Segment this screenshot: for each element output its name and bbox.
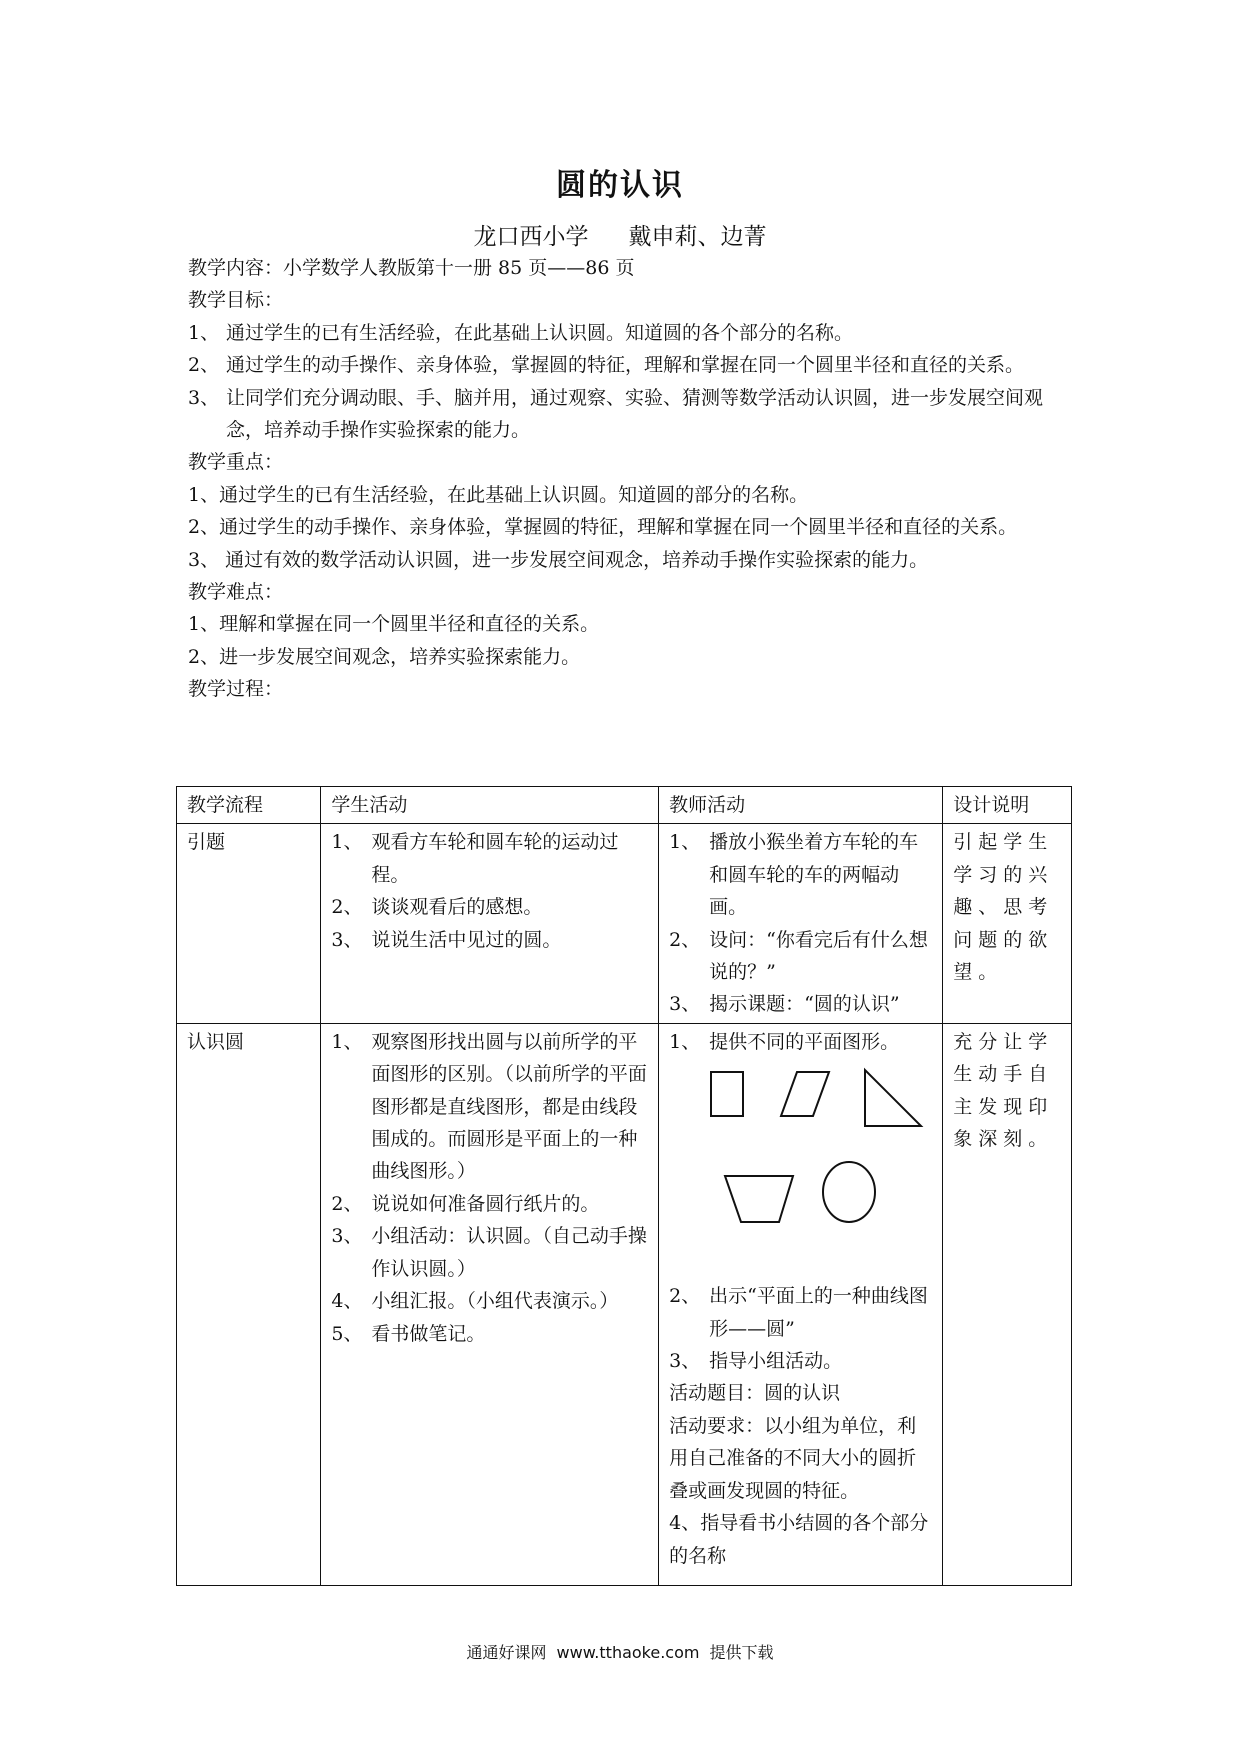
author-names: 戴申莉、边菁	[628, 224, 767, 250]
footer-url: www.tthaoke.com	[556, 1643, 700, 1662]
goal-item	[188, 382, 1068, 447]
header-student: 学生活动	[321, 787, 659, 824]
list-item	[669, 924, 932, 989]
header-teacher: 教师活动	[659, 787, 943, 824]
item-text: 说说如何准备圆行纸片的。	[371, 1192, 600, 1215]
list-item	[331, 891, 648, 923]
list-item	[669, 1026, 932, 1058]
author-line	[0, 218, 1240, 251]
goal-item	[188, 317, 1068, 349]
teacher-item-last: 4、指导看书小结圆的各个部分的名称	[669, 1512, 929, 1567]
list-item	[669, 826, 932, 923]
goal-item	[188, 349, 1068, 381]
item-number: 1、	[669, 1030, 701, 1053]
item-text: 谈谈观看后的感想。	[371, 896, 543, 919]
item-number: 2、	[331, 1192, 363, 1215]
list-item	[669, 988, 932, 1020]
goal-text: 通过学生的动手操作、亲身体验，掌握圆的特征，理解和掌握在同一个圆里半径和直径的关系。	[226, 354, 1025, 377]
list-item	[331, 1026, 648, 1188]
right-triangle-icon	[865, 1070, 921, 1126]
header-stage: 教学流程	[177, 787, 321, 824]
process-table	[176, 786, 1072, 1586]
design-cell: 引起学生学习的兴趣、思考问题的欲望。	[943, 824, 1072, 1023]
plane-shapes-svg	[669, 1064, 933, 1276]
list-item	[331, 1220, 648, 1285]
activity-title: 活动题目：圆的认识	[669, 1382, 841, 1405]
item-text: 小组活动：认识圆。（自己动手操作认识圆。）	[371, 1225, 647, 1280]
item-number: 3、	[331, 1225, 363, 1248]
rectangle-icon	[711, 1072, 743, 1116]
item-number: 2、	[331, 896, 363, 919]
teacher-cell	[659, 1023, 943, 1585]
item-text: 揭示课题：“圆的认识”	[709, 993, 900, 1016]
goal-text: 通过学生的已有生活经验，在此基础上认识圆。知道圆的各个部分的名称。	[226, 321, 854, 344]
item-number: 3、	[331, 928, 363, 951]
student-cell	[321, 824, 659, 1023]
item-text: 看书做笔记。	[371, 1322, 486, 1345]
key-point-item: 3、 通过有效的数学活动认识圆，进一步发展空间观念，培养动手操作实验探索的能力。	[188, 548, 929, 571]
goal-text: 让同学们充分调动眼、手、脑并用，通过观察、实验、猜测等数学活动认识圆，进一步发展空间观念，培养动手操作实验探索的能力。	[226, 386, 1044, 442]
item-number: 1、	[669, 831, 701, 854]
header-design: 设计说明	[943, 787, 1072, 824]
item-number: 2、	[669, 928, 701, 951]
list-item	[669, 1280, 932, 1345]
stage-cell: 认识圆	[177, 1023, 321, 1585]
goal-number: 1、	[188, 321, 220, 344]
activity-requirement: 活动要求：以小组为单位，利用自己准备的不同大小的圆折叠或画发现圆的特征。	[669, 1414, 917, 1502]
item-text: 观看方车轮和圆车轮的运动过程。	[371, 831, 619, 886]
page-title: 圆的认识	[556, 168, 684, 203]
footer-note: 提供下载	[709, 1643, 774, 1662]
item-number: 3、	[669, 1350, 701, 1373]
list-item	[331, 1285, 648, 1317]
goal-number: 2、	[188, 354, 220, 377]
trapezoid-icon	[725, 1176, 793, 1222]
list-item	[331, 1188, 648, 1220]
list-item	[331, 1318, 648, 1350]
difficulties-heading: 教学难点：	[188, 581, 284, 604]
key-point-item: 2、通过学生的动手操作、亲身体验，掌握圆的特征，理解和掌握在同一个圆里半径和直径的关系。	[188, 516, 1018, 539]
list-item	[331, 826, 648, 891]
teacher-cell	[659, 824, 943, 1023]
item-number: 1、	[331, 1030, 363, 1053]
design-cell: 充分让学生动手自主发现印象深刻。	[943, 1023, 1072, 1585]
list-item	[331, 924, 648, 956]
item-number: 4、	[331, 1290, 363, 1313]
item-number: 3、	[669, 993, 701, 1016]
list-item	[669, 1345, 932, 1377]
item-text: 小组汇报。（小组代表演示。）	[371, 1290, 619, 1313]
goal-number: 3、	[188, 386, 220, 409]
table-row	[177, 824, 1072, 1023]
page-footer	[0, 1640, 1240, 1663]
student-cell	[321, 1023, 659, 1585]
stage-cell: 引题	[177, 824, 321, 1023]
parallelogram-icon	[781, 1072, 829, 1116]
teaching-content: 教学内容：小学数学人教版第十一册 85 页——86 页	[188, 257, 635, 279]
item-text: 观察图形找出圆与以前所学的平面图形的区别。（以前所学的平面图形都是直线图形，都是由线段围成的。而圆形是平面上的一种曲线图形。）	[371, 1030, 647, 1183]
author-school: 龙口西小学	[473, 224, 589, 250]
table-header-row	[177, 787, 1072, 824]
item-number: 2、	[669, 1285, 701, 1308]
item-text: 提供不同的平面图形。	[709, 1030, 900, 1053]
item-text: 说说生活中见过的圆。	[371, 928, 562, 951]
key-point-item: 1、通过学生的已有生活经验，在此基础上认识圆。知道圆的部分的名称。	[188, 483, 809, 506]
goals-heading: 教学目标：	[188, 289, 284, 312]
item-text: 出示“平面上的一种曲线图形——圆”	[709, 1285, 928, 1340]
item-text: 播放小猴坐着方车轮的车和圆车轮的车的两幅动画。	[709, 831, 919, 919]
item-text: 指导小组活动。	[709, 1350, 843, 1373]
item-text: 设问：“你看完后有什么想说的？”	[709, 928, 928, 984]
item-number: 1、	[331, 831, 363, 854]
circle-icon	[823, 1162, 875, 1222]
process-heading: 教学过程：	[188, 678, 284, 701]
difficulty-item: 2、进一步发展空间观念，培养实验探索能力。	[188, 645, 581, 668]
key-points-heading: 教学重点：	[188, 451, 284, 474]
table-row	[177, 1023, 1072, 1585]
plane-shapes-figure	[669, 1064, 932, 1276]
difficulty-item: 1、理解和掌握在同一个圆里半径和直径的关系。	[188, 613, 600, 636]
footer-site: 通通好课网	[466, 1643, 547, 1662]
item-number: 5、	[331, 1322, 363, 1345]
lesson-body	[188, 252, 1068, 706]
